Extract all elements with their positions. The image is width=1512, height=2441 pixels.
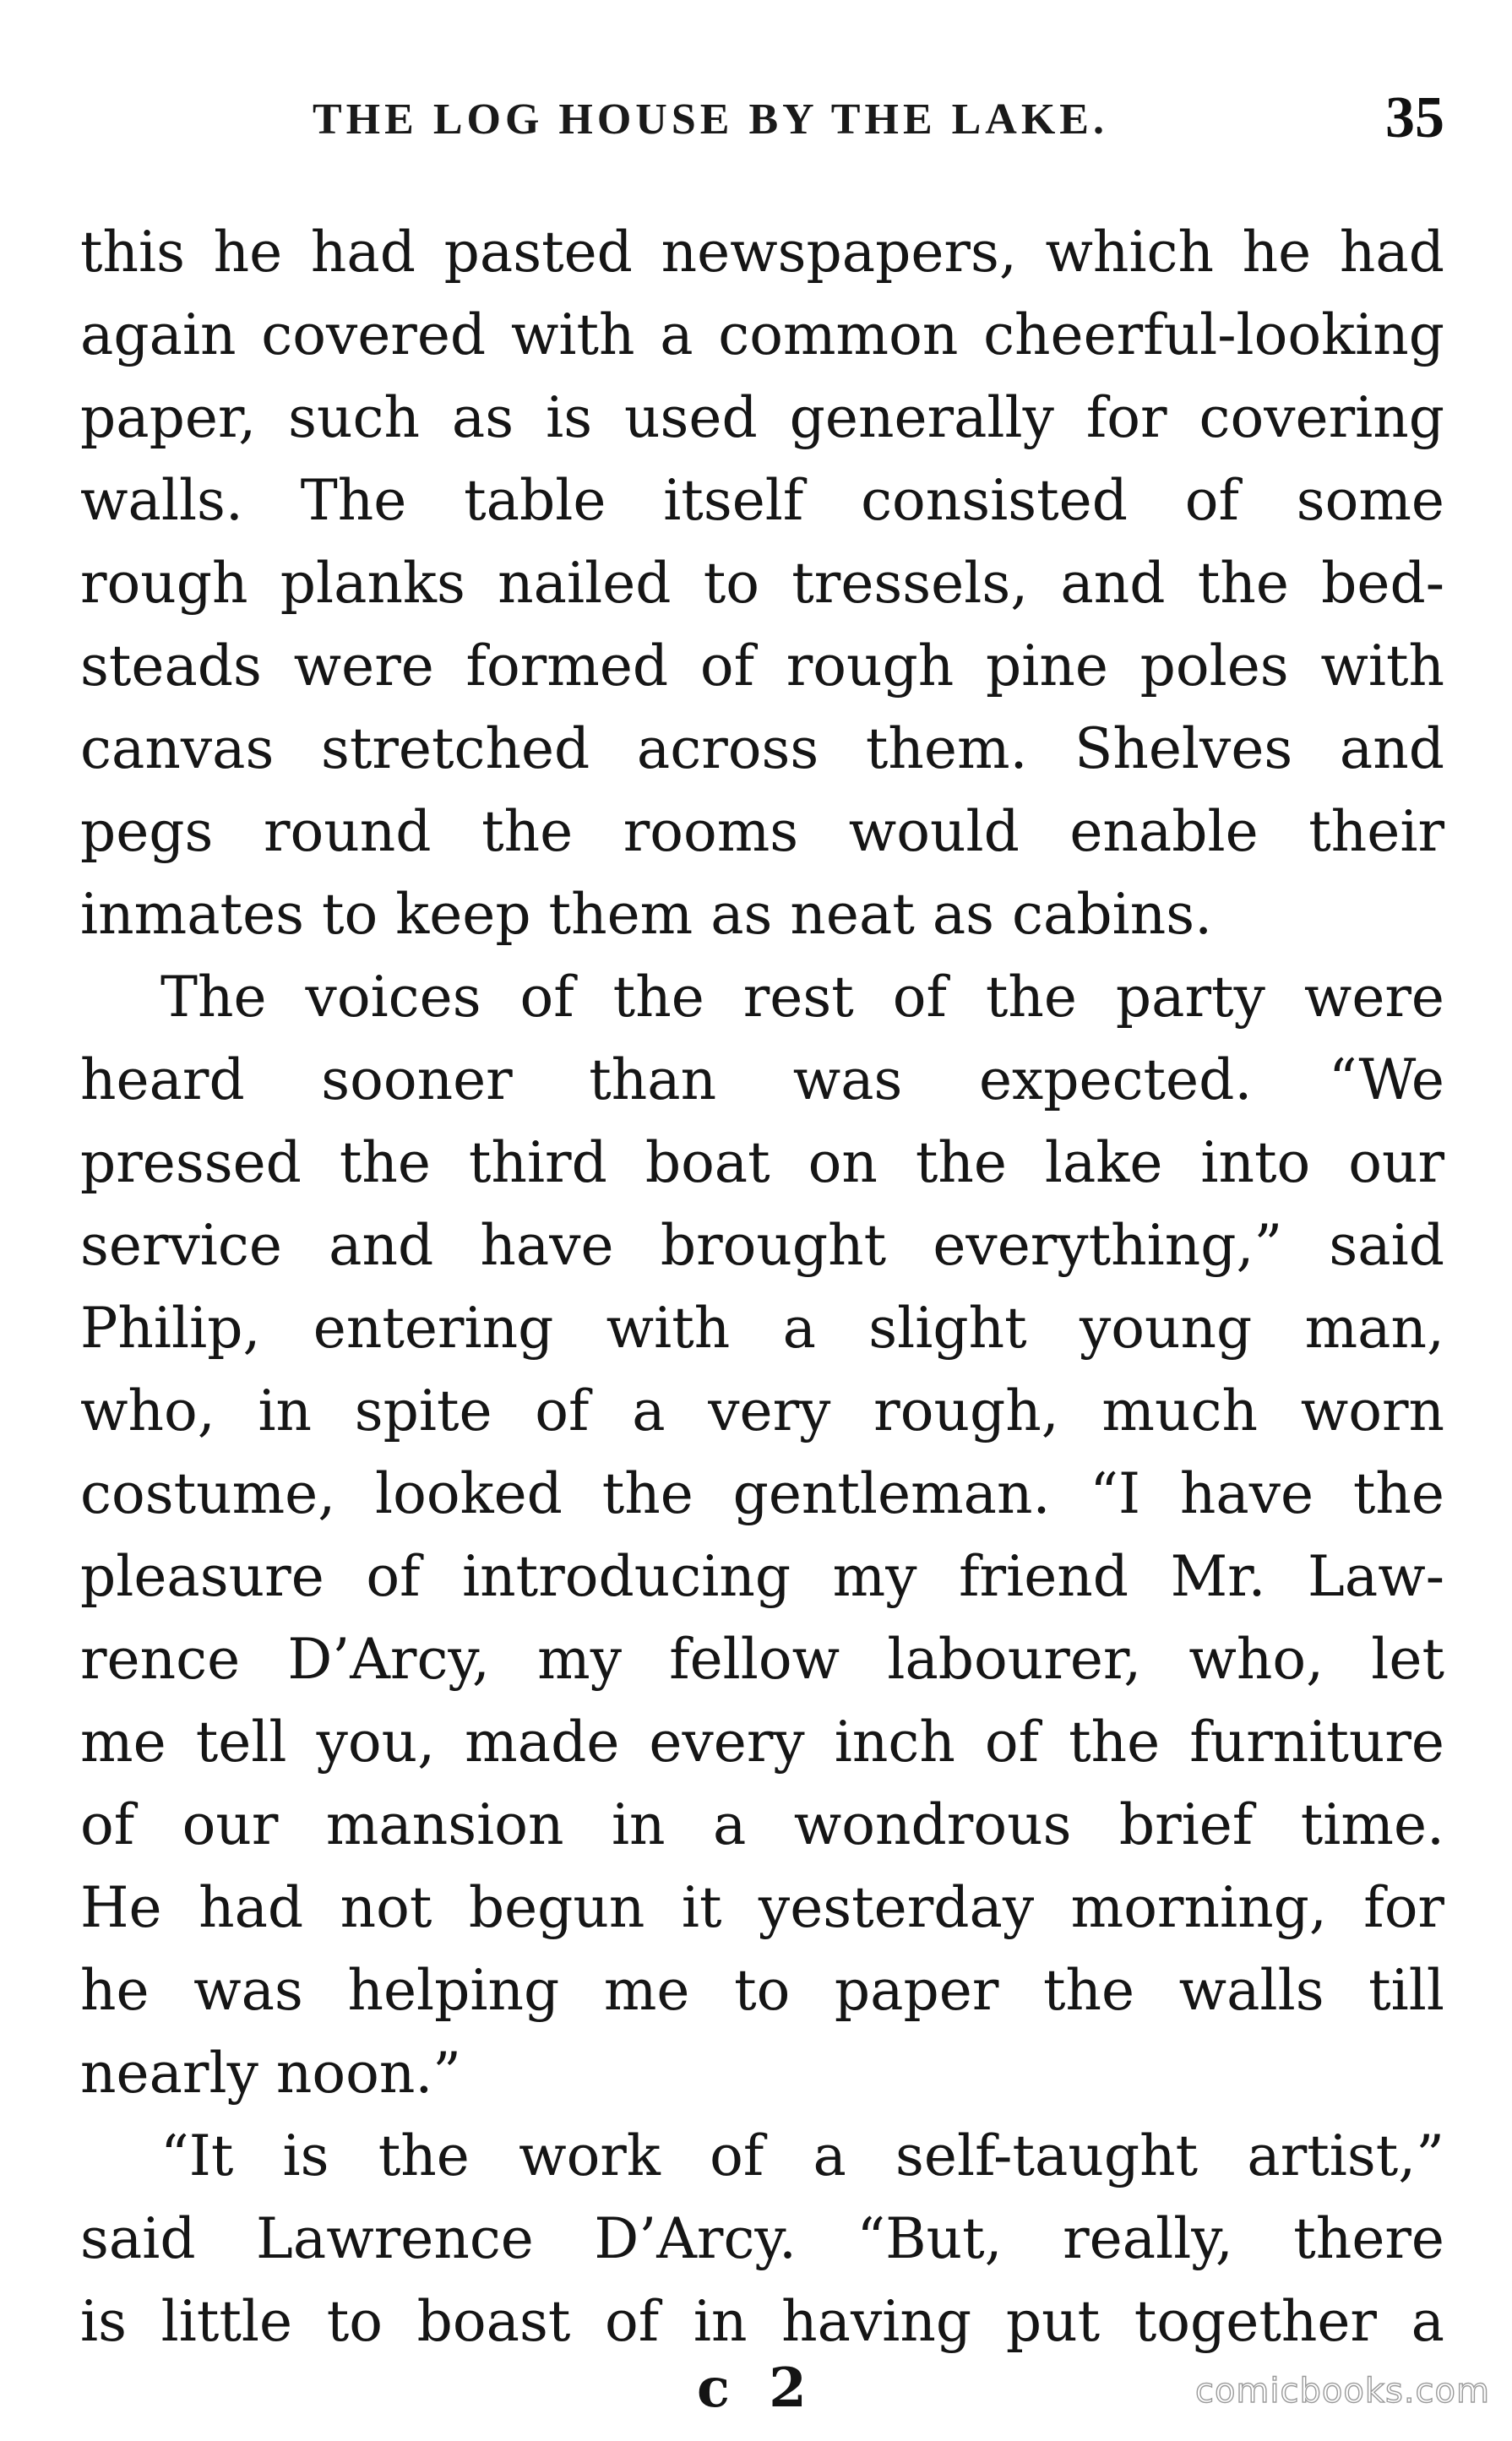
page-header: [313, 84, 1444, 160]
text-line: who, in spite of a very rough, much worn: [80, 1378, 1444, 1443]
text-line: this he had pasted newspapers, which he had: [80, 220, 1444, 285]
text-line: me tell you, made every inch of the furniture: [80, 1710, 1444, 1775]
text-line: inmates to keep them as neat as cabins.: [80, 882, 1213, 947]
text-line: pleasure of introducing my friend Mr. Law-: [80, 1544, 1444, 1609]
text-line: he was helping me to paper the walls till: [80, 1958, 1444, 2023]
text-line: said Lawrence D’Arcy. “But, really, there: [80, 2206, 1444, 2271]
page-number: 35: [1385, 85, 1444, 150]
text-line: canvas stretched across them. Shelves and: [80, 716, 1444, 781]
text-line: is little to boast of in having put together a: [80, 2289, 1444, 2354]
body-text: [80, 211, 1444, 2363]
text-line: pegs round the rooms would enable their: [80, 799, 1444, 864]
text-line: heard sooner than was expected. “We: [80, 1047, 1444, 1112]
text-line: pressed the third boat on the lake into our: [80, 1130, 1444, 1195]
text-line: costume, looked the gentleman. “I have the: [80, 1461, 1444, 1526]
text-line: steads were formed of rough pine poles with: [80, 633, 1444, 699]
watermark: comicbooks.com: [1194, 2372, 1490, 2411]
text-line: “It is the work of a self-taught artist,”: [160, 2123, 1444, 2188]
text-line: paper, such as is used generally for covering: [80, 385, 1444, 450]
running-title: THE LOG HOUSE BY THE LAKE.: [313, 95, 1108, 144]
text-line: walls. The table itself consisted of some: [80, 468, 1444, 533]
signature-mark: c 2: [697, 2357, 817, 2420]
text-line: nearly noon.”: [80, 2041, 462, 2106]
text-line: again covered with a common cheerful-looking: [80, 302, 1444, 367]
text-line: Philip, entering with a slight young man,: [80, 1296, 1444, 1361]
text-line: rence D’Arcy, my fellow labourer, who, let: [80, 1627, 1444, 1692]
text-line: rough planks nailed to tressels, and the bed-: [80, 551, 1444, 616]
text-line: The voices of the rest of the party were: [160, 965, 1444, 1030]
text-line: service and have brought everything,” said: [80, 1213, 1444, 1278]
text-line: He had not begun it yesterday morning, for: [80, 1875, 1444, 1940]
text-line: of our mansion in a wondrous brief time.: [80, 1792, 1444, 1857]
